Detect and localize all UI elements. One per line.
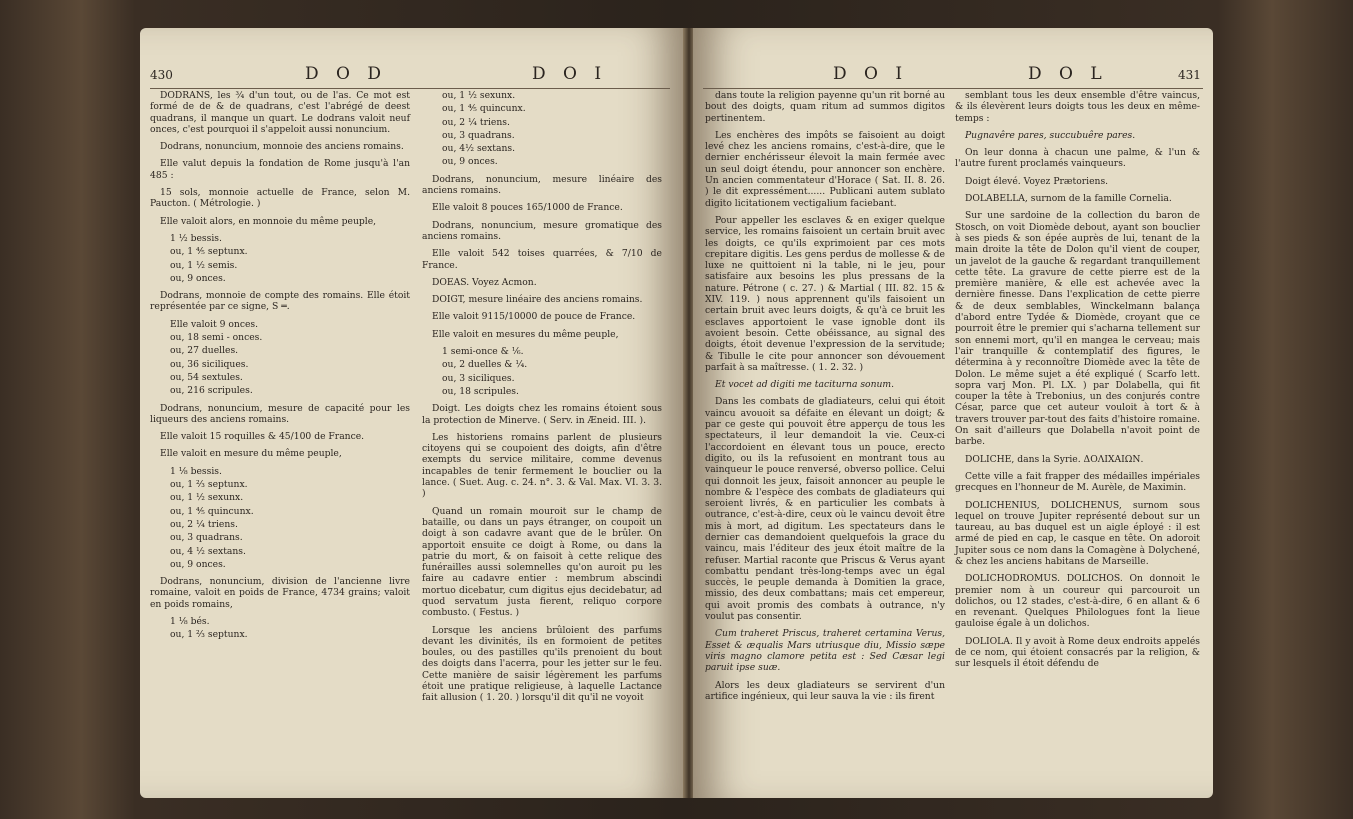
paragraph: Les enchères des impôts se faisoient au doigt levé chez les anciens romains, c'est-à-dire, que le dernier enchérisseur élevoit la main fermée avec un seul doigt étendu, pour annoncer son enchère. Un ancien commentateur d'Horace ( Sat. II. 8. 26. ) le dit expressément...... Publicani autem sublato digito licitationem vectigalium faciebant. xyxy=(705,129,945,209)
quote: Et vocet ad digiti me taciturna sonum. xyxy=(715,379,895,391)
quote: Cum traheret Priscus, traheret certamina Verus, Esset & æqualis Mars utriusque diu, Missio sæpe viris magno clamore petita est : Sed Cæsar legi paruit ipse suæ. xyxy=(705,628,945,674)
list-item: ou, 36 siciliques. xyxy=(170,358,249,370)
paragraph: Elle valoit 8 pouces 165/1000 de France. xyxy=(432,202,623,214)
paragraph: Elle valoit en mesures du même peuple, xyxy=(432,328,619,340)
list-item: 1 ⅛ bessis. xyxy=(170,465,222,477)
running-head-doi-right: D O I xyxy=(833,64,909,84)
running-head-dod: D O D xyxy=(305,64,388,84)
paragraph: Cette ville a fait frapper des médailles impériales grecques en l'honneur de M. Aurèle, de Maximin. xyxy=(955,470,1200,494)
list-item: ou, 18 scripules. xyxy=(442,385,519,397)
paragraph: On leur donna à chacun une palme, & l'un & l'autre furent proclamés vainqueurs. xyxy=(955,147,1200,170)
list-item: ou, 1 ⅔ septunx. xyxy=(170,479,248,491)
right-page xyxy=(693,28,1213,798)
paragraph: Elle valoit alors, en monnoie du même peuple, xyxy=(160,215,377,227)
list-item: ou, 216 scripules. xyxy=(170,385,253,397)
list-item: Elle valoit 9 onces. xyxy=(170,318,259,330)
entry-doliche: DOLICHE, dans la Syrie. ΔΟΛΙΧΑΙΩΝ. xyxy=(965,453,1144,465)
list-item: ou, 18 semi - onces. xyxy=(170,332,263,344)
list-item: ou, 2 duelles & ¼. xyxy=(442,359,528,371)
list-item: 1 ⅛ bés. xyxy=(170,615,210,627)
list-item: 1 semi-once & ⅙. xyxy=(442,346,524,358)
paragraph: Elle valut depuis la fondation de Rome jusqu'à l'an 485 : xyxy=(150,158,410,181)
right-column-2 xyxy=(955,90,1200,676)
list-item: ou, 4 ½ sextans. xyxy=(170,545,246,557)
entry-dolichenius: DOLICHENIUS, DOLICHENUS, surnom sous lequel on trouve Jupiter représenté debout sur un taureau, au bas duquel est un aigle éployé : il est armé de pied en cap, le casque en tête. On adoroit Jupiter sous ce nom dans la Comagène à Dolychené, & chez les anciens habitans de Marseille. xyxy=(955,499,1200,567)
list-item: ou, 9 onces. xyxy=(170,272,226,284)
value-list xyxy=(170,466,410,570)
paragraph: Dans les combats de gladiateurs, celui qui étoit vaincu avouoit sa défaite en élevant un doigt; & par ce geste qui pouvoit être apperçu de tous les spectateurs, il leur demandoit la vie. Ceux-ci l'accordoient en élevant tous un pouce, erecto digito, ou ils la refusoient en montrant tous au vainqueur le pouce renversé, obverso pollice. Celui qui donnoit les jeux, faisoit annoncer au peuple le nombre & l'espèce des combats de gladiateurs qui seroient livrés, & en particulier les combats à outrance, c'est-à-dire, ceux où le vaincu devoit être mis à mort, ad digitum. Les spectateurs dans le dernier cas demandoient quelquefois la grace du vaincu, mais l'éditeur des jeux étoit maître de la refuser. Martial raconte que Priscus & Verus ayant combattu pendant très-long-temps avec un égal succès, le peuple demanda à Domitien la grace, missio, des deux combattans; mais cet empereur, qui avoit promis des combats à outrance, n'y voulut pas consentir. xyxy=(705,396,945,623)
page-number-left: 430 xyxy=(150,68,173,82)
list-item: ou, 9 onces. xyxy=(170,558,226,570)
page-number-right: 431 xyxy=(1178,68,1201,82)
paragraph: dans toute la religion payenne qu'un rit borné au bout des doigts, quam ritum ad summos digitos pertinentem. xyxy=(705,90,945,124)
paragraph: 15 sols, monnoie actuelle de France, selon M. Paucton. ( Métrologie. ) xyxy=(150,187,410,210)
paragraph: Dodrans, nonuncium, division de l'ancienne livre romaine, valoit en poids de France, 4734 grains; valoit en poids romains, xyxy=(150,576,410,610)
paragraph: Dodrans, nonuncium, mesure linéaire des anciens romains. xyxy=(422,173,662,197)
paragraph: Dodrans, nonuncium, monnoie des anciens romains. xyxy=(160,141,404,153)
list-item: ou, 2 ¼ triens. xyxy=(442,116,510,128)
left-column-1 xyxy=(150,90,410,647)
paragraph: Doigt élevé. Voyez Prætoriens. xyxy=(965,175,1109,187)
paragraph: Alors les deux gladiateurs se servirent d'un artifice ingénieux, qui leur sauva la vie : ils firent xyxy=(705,679,945,702)
value-list xyxy=(442,90,662,168)
entry-dodrans: DODRANS, les ¾ d'un tout, ou de l'as. Ce mot est formé de de & de quadrans, c'est l'abrégé de deest quadrans, il manque un quart. Le dodrans valoit neuf onces, c'est pourquoi il s'appeloit aussi nonuncium. xyxy=(150,90,410,135)
list-item: ou, 2 ¼ triens. xyxy=(170,518,238,530)
value-list xyxy=(170,233,410,284)
right-column-1 xyxy=(705,90,945,708)
list-item: ou, 3 quadrans. xyxy=(170,532,243,544)
running-head-doi: D O I xyxy=(532,64,608,84)
paragraph: Elle valoit 9115/10000 de pouce de France. xyxy=(432,311,636,323)
paragraph: Dodrans, nonuncium, mesure de capacité pour les liqueurs des anciens romains. xyxy=(150,402,410,425)
running-head-dol: D O L xyxy=(1028,64,1108,84)
list-item: ou, 1 ½ sexunx. xyxy=(170,492,244,504)
list-item: ou, 27 duelles. xyxy=(170,345,239,357)
paragraph: DOEAS. Voyez Acmon. xyxy=(432,276,537,288)
paragraph: Elle valoit 542 toises quarrées, & 7/10 de France. xyxy=(422,248,662,271)
list-item: ou, 9 onces. xyxy=(442,156,498,168)
list-item: ou, 1 ⅘ quincunx. xyxy=(442,103,526,115)
value-list xyxy=(442,346,662,397)
paragraph: DOIGT, mesure linéaire des anciens romains. xyxy=(432,294,643,306)
list-item: ou, 3 siciliques. xyxy=(442,372,515,384)
paragraph: semblant tous les deux ensemble d'être vaincus, & ils élevèrent leurs doigts tous les deux en même-temps : xyxy=(955,90,1200,124)
entry-dolabella: DOLABELLA, surnom de la famille Cornelia. xyxy=(965,193,1172,205)
paragraph: Pour appeller les esclaves & en exiger quelque service, les romains faisoient un certain bruit avec les doigts, ce qu'ils exprimoient par ces mots crepitare digitis. Les gens perdus de mollesse & de luxe ne quittoient ni la table, ni le jeu, pour satisfaire aux besoins les plus pressans de la nature. Pétrone ( c. 27. ) & Martial ( III. 82. 15 & XIV. 119. ) nous apprennent qu'ils faisoient un certain bruit avec leurs doigts, & qu'à ce bruit les esclaves apportoient le vase ignoble dont ils avoient besoin. Cette obéissance, au signal des doigts, étoit devenue l'expression de la servitude; & Tibulle le cite pour annoncer son dévouement parfait à sa maîtresse. ( 1. 2. 32. ) xyxy=(705,214,945,373)
paragraph: Les historiens romains parlent de plusieurs citoyens qui se coupoient des doigts, afin d'être exempts du service militaire, comme devenus incapables de tenir fermement le bouclier ou la lance. ( Suet. Aug. c. 24. n°. 3. & Val. Max. VI. 3. 3. ) xyxy=(422,431,662,500)
list-item: ou, 1 ⅘ quincunx. xyxy=(170,505,254,517)
list-item: ou, 1 ⅘ septunx. xyxy=(170,246,248,258)
list-item: ou, 1 ½ sexunx. xyxy=(442,90,516,101)
paragraph: Dodrans, nonuncium, mesure gromatique des anciens romains. xyxy=(422,219,662,242)
paragraph: Sur une sardoine de la collection du baron de Stosch, on voit Diomède debout, ayant son bouclier à ses pieds & son épée auprès de lui, tenant de la main droite la tête de Dolon qu'il vient de couper, un javelot de la gauche & regardant tranquillement cette tête. La gravure de cette pierre est de la première manière, & elle est achevée avec la dernière finesse. Dans l'explication de cette pierre & de deux semblables, Winckelmann balança d'abord entre Tydée & Diomède, croyant que ce pourroit être le premier qui s'acharna tellement sur son ennemi mort, qu'il en mangea le cerveau; mais l'air tranquille & contemplatif des figures, le détermina à y reconnoître Diomède avec la tête de Dolon. Le même sujet a été expliqué ( Scarfo lett. sopra varj Mon. Pl. LX. ) par Dolabella, qui fit couper la tête à Trebonius, un des conjurés contre César, parce que cet auteur vouloit à tort & à travers trouver par-tout des faits d'histoire romaine. On sait d'ailleurs que Dolabella n'avoit point de barbe. xyxy=(955,210,1200,448)
paragraph: Elle valoit en mesure du même peuple, xyxy=(160,448,342,460)
paragraph: Quand un romain mouroit sur le champ de bataille, ou dans un pays étranger, on coupoit un doigt à son cadavre avant que de le brûler. On apportoit ensuite ce doigt à Rome, ou dans la patrie du mort, & on faisoit à cette relique des funérailles aussi solemnelles qu'on auroit pu les faire au cadavre entier : membrum abscindi mortuo dicebatur, cum digitus ejus decidebatur, ad quod servatum justa fierent, reliquo corpore combusto. ( Festus. ) xyxy=(422,505,662,619)
paragraph: Dodrans, monnoie de compte des romains. Elle étoit représentée par ce signe, S ═. xyxy=(150,290,410,313)
left-column-2 xyxy=(422,90,662,710)
list-item: ou, 1 ⅔ septunx. xyxy=(170,629,248,641)
list-item: 1 ½ bessis. xyxy=(170,232,222,244)
list-item: ou, 54 sextules. xyxy=(170,371,243,383)
list-item: ou, 1 ½ semis. xyxy=(170,259,238,271)
list-item: ou, 4½ sextans. xyxy=(442,143,516,155)
paragraph: Elle valoit 15 roquilles & 45/100 de France. xyxy=(160,431,365,443)
header-rule xyxy=(703,88,1203,89)
paragraph: Doigt. Les doigts chez les romains étoient sous la protection de Minerve. ( Serv. in Æneid. III. ). xyxy=(422,403,662,426)
list-item: ou, 3 quadrans. xyxy=(442,129,515,141)
value-list xyxy=(170,616,410,641)
value-list xyxy=(170,319,410,397)
quote: Pugnavêre pares, succubuêre pares. xyxy=(965,129,1136,141)
header-rule xyxy=(150,88,670,89)
entry-dolichodromus: DOLICHODROMUS. DOLICHOS. On donnoit le premier nom à un coureur qui parcouroit un dolichos, ou 12 stades, c'est-à-dire, 6 en allant & 6 en revenant. Quelques Philologues font la lieue gauloise égale à un dolichos. xyxy=(955,573,1200,630)
left-page xyxy=(140,28,685,798)
paragraph: Lorsque les anciens brûloient des parfums devant les divinités, ils en formoient de petites boules, ou des pastilles qu'ils prenoient du bout des doigts dans l'acerra, pour les jetter sur le feu. Cette manière de saisir légèrement les parfums étoit une pratique religieuse, à laquelle Lactance fait allusion ( 1. 20. ) lorsqu'il dit qu'il ne voyoit xyxy=(422,624,662,704)
entry-doliola: DOLIOLA. Il y avoit à Rome deux endroits appelés de ce nom, qui étoient consacrés par la religion, & sur lesquels il étoit défendu de xyxy=(955,635,1200,670)
